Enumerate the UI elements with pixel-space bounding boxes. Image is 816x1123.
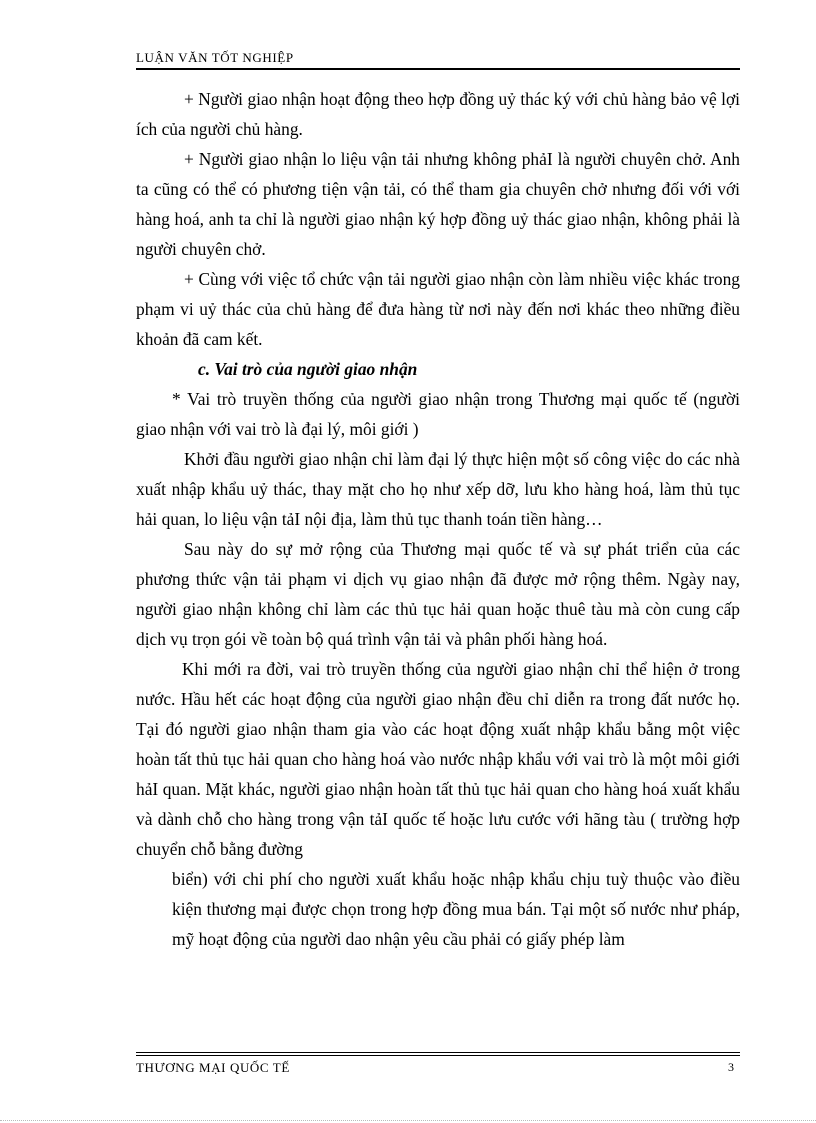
paragraph-7: Khi mới ra đời, vai trò truyền thống của người giao nhận chỉ thể hiện ở trong nước. Hầu hết các hoạt động của người giao nhận đều chỉ diễn ra trong đất nước họ. Tại đó người giao nhận tham gia vào các hoạt động xuất nhập khẩu bằng một việc hoàn tất thủ tục hải quan cho hàng hoá vào nước nhập khẩu với vai trò là một môi giới hảI quan. Mặt khác, người giao nhận hoàn tất thủ tục hải quan cho hàng hoá xuất khẩu và dành chỗ cho hàng trong vận tảI quốc tế hoặc lưu cước với hãng tàu ( trường hợp chuyển chỗ bằng đường <box>136 659 740 859</box>
page-edge <box>0 1120 816 1121</box>
paragraph-3: + Cùng với việc tổ chức vận tải người giao nhận còn làm nhiều việc khác trong phạm vi uỷ thác của chủ hàng để đưa hàng từ nơi này đến nơi khác theo những điều khoản đã cam kết. <box>136 269 740 349</box>
paragraph-5: Khởi đầu người giao nhận chỉ làm đại lý thực hiện một số công việc do các nhà xuất nhập khẩu uỷ thác, thay mặt cho họ như xếp dỡ, lưu kho hàng hoá, làm thủ tục hải quan, lo liệu vận tảI nội địa, làm thủ tục thanh toán tiền hàng… <box>136 449 740 529</box>
footer-rule <box>136 1052 740 1053</box>
footer-rule-double <box>136 1055 740 1056</box>
paragraph-1: + Người giao nhận hoạt động theo hợp đồng uỷ thác ký với chủ hàng bảo vệ lợi ích của người chủ hàng. <box>136 89 740 139</box>
section-heading: c. Vai trò của người giao nhận <box>198 359 418 379</box>
paragraph-6: Sau này do sự mở rộng của Thương mại quốc tế và sự phát triển của các phương thức vận tải phạm vi dịch vụ giao nhận đã được mở rộng thêm. Ngày nay, người giao nhận không chỉ làm các thủ tục hải quan hoặc thuê tàu mà còn cung cấp dịch vụ trọn gói về toàn bộ quá trình vận tải và phân phối hàng hoá. <box>136 539 740 649</box>
running-header: LUẬN VĂN TỐT NGHIỆP <box>136 50 294 65</box>
running-footer: THƯƠNG MẠI QUỐC TẾ <box>136 1060 290 1075</box>
paragraph-4: * Vai trò truyền thống của người giao nhận trong Thương mại quốc tế (người giao nhận với vai trò là đại lý, môi giới ) <box>136 389 740 439</box>
page-number: 3 <box>728 1060 734 1074</box>
body-text <box>136 84 740 954</box>
paragraph-8: biển) với chi phí cho người xuất khẩu hoặc nhập khẩu chịu tuỳ thuộc vào điều kiện thương mại được chọn trong hợp đồng mua bán. Tại một số nước như pháp, mỹ hoạt động của người dao nhận yêu cầu phải có giấy phép làm <box>172 869 740 949</box>
paragraph-2: + Người giao nhận lo liệu vận tải nhưng không phảI là người chuyên chở. Anh ta cũng có thể có phương tiện vận tải, có thể tham gia chuyên chở nhưng đối với với hàng hoá, anh ta chỉ là người giao nhận ký hợp đồng uỷ thác giao nhận, không phải là người chuyên chở. <box>136 149 740 259</box>
header-rule <box>136 68 740 70</box>
